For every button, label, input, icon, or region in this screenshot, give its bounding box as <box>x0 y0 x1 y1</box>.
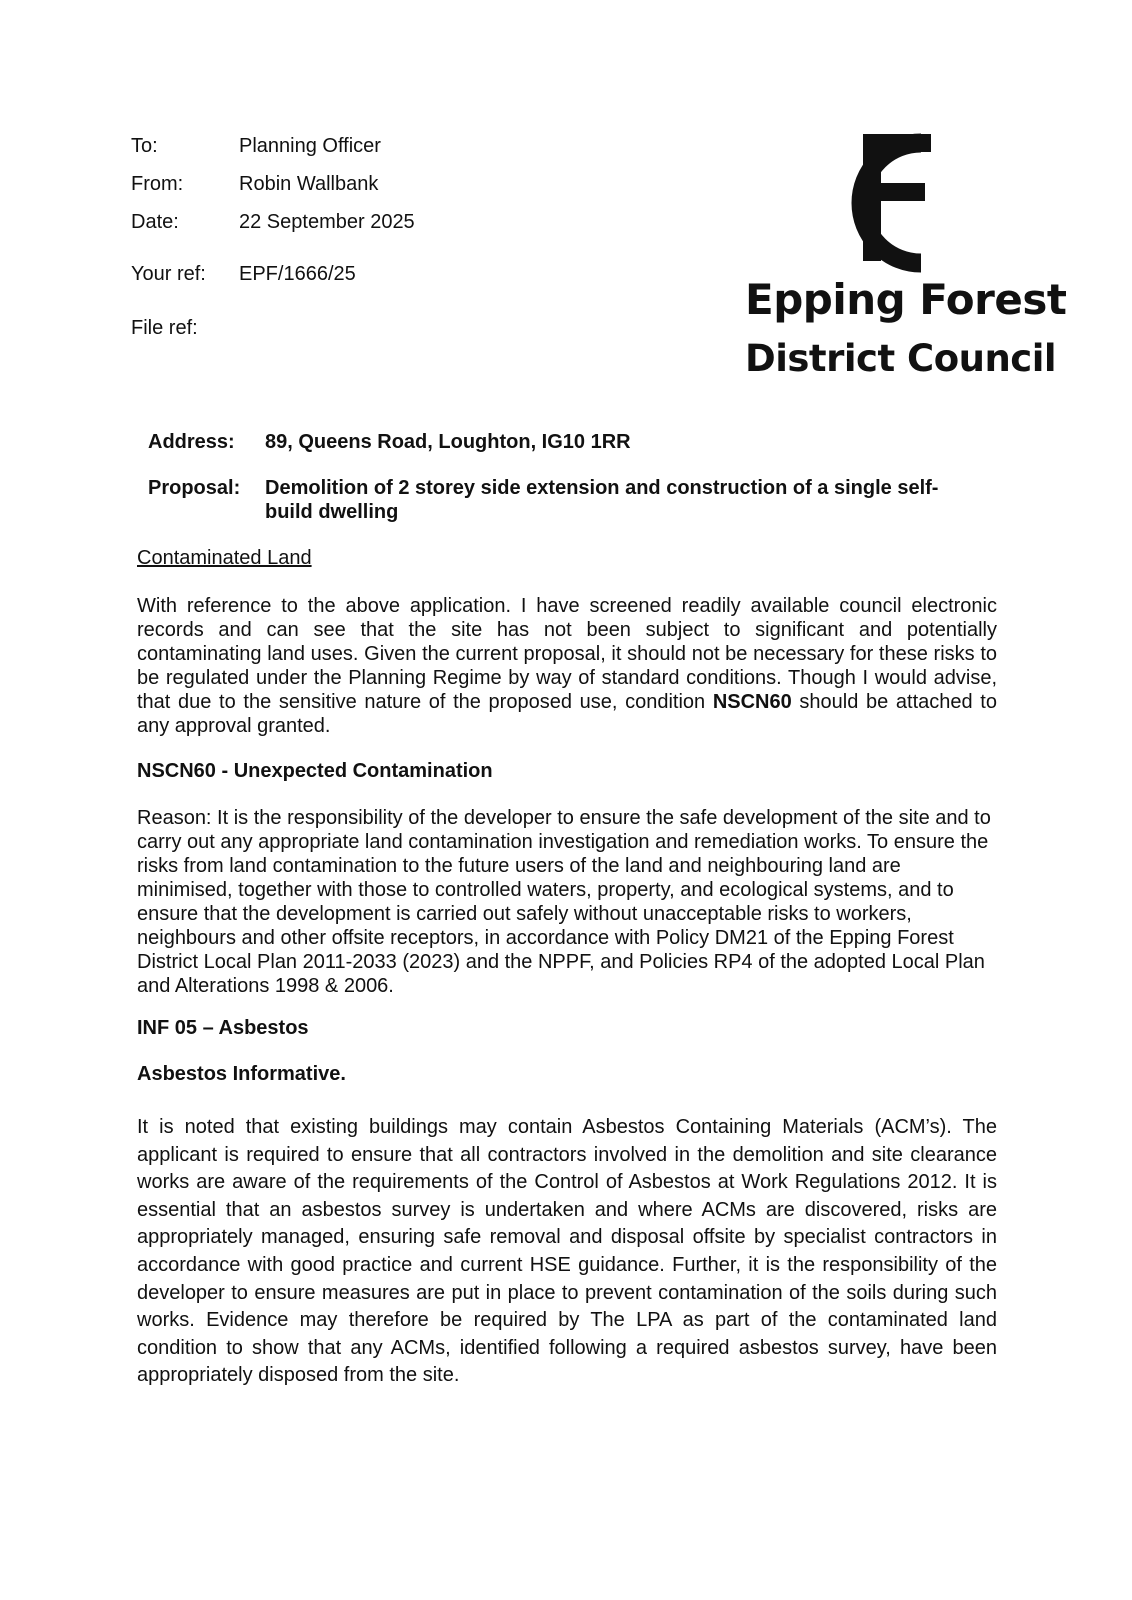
proposal-label: Proposal: <box>148 477 241 499</box>
memo-to-label: To: <box>131 135 158 157</box>
nscn60-reason: Reason: It is the responsibility of the developer to ensure the safe development of the site and to carry out any appropriate land contamination investigation and remediation works. To ensure the risks from land contamination to the future users of the land and neighbouring land are minimised, together with those to controlled waters, property, and ecological systems, and to ensure that the development is carried out safely without unacceptable risks to workers, neighbours and other offsite receptors, in accordance with Policy DM21 of the Epping Forest District Local Plan 2011-2033 (2023) and the NPPF, and Policies RP4 of the adopted Local Plan and Alterations 1998 & 2006. <box>137 807 991 997</box>
memo-from-label: From: <box>131 173 184 195</box>
epping-forest-cf-logo-icon <box>813 133 933 273</box>
contaminated-land-text-2: should be attached to any approval granted. <box>137 691 997 737</box>
memo-your-ref-value: EPF/1666/25 <box>239 263 356 285</box>
contaminated-land-title: Contaminated Land <box>137 547 312 569</box>
condition-code: NSCN60 <box>712 691 792 713</box>
memo-date-value: 22 September 2025 <box>239 211 415 233</box>
memo-to-value: Planning Officer <box>239 135 381 157</box>
memo-from-value: Robin Wallbank <box>239 173 379 195</box>
asbestos-heading: INF 05 – Asbestos <box>137 1017 309 1039</box>
memo-date-label: Date: <box>131 211 179 233</box>
address-label: Address: <box>148 431 235 453</box>
memo-file-ref-label: File ref: <box>131 317 198 339</box>
address-value: 89, Queens Road, Loughton, IG10 1RR <box>265 431 631 453</box>
logo-name-line2: District Council <box>745 337 1057 380</box>
contaminated-land-text-1: With reference to the above application. I have screened readily available council electronic records and can see that the site has not been subject to significant and potentially contaminating land uses. Given the current proposal, it should not be necessary for these risks to be regulated under the Planning Regime by way of standard conditions. Though I would advise, that due to the sensitive nature of the proposed use, condition <box>137 595 997 713</box>
proposal-value: Demolition of 2 storey side extension and construction of a single self-build dwelling <box>265 477 939 523</box>
logo-name-line1: Epping Forest <box>745 275 1067 324</box>
asbestos-subheading: Asbestos Informative. <box>137 1063 346 1085</box>
memo-your-ref-label: Your ref: <box>131 263 206 285</box>
nscn60-heading: NSCN60 - Unexpected Contamination <box>137 760 493 782</box>
council-logo <box>745 133 1075 393</box>
asbestos-body: It is noted that existing buildings may contain Asbestos Containing Materials (ACM’s). The applicant is required to ensure that all contractors involved in the demolition and site clearance works are aware of the requirements of the Control of Asbestos at Work Regulations 2012. It is essential that an asbestos survey is undertaken and where ACMs are discovered, risks are appropriately managed, ensuring safe removal and disposal offsite by specialist contractors in accordance with good practice and current HSE guidance. Further, it is the responsibility of the developer to ensure measures are put in place to prevent contamination of the soils during such works. Evidence may therefore be required by The LPA as part of the contaminated land condition to show that any ACMs, identified following a required asbestos survey, have been appropriately disposed from the site. <box>137 1116 997 1387</box>
contaminated-land-paragraph <box>137 594 997 738</box>
